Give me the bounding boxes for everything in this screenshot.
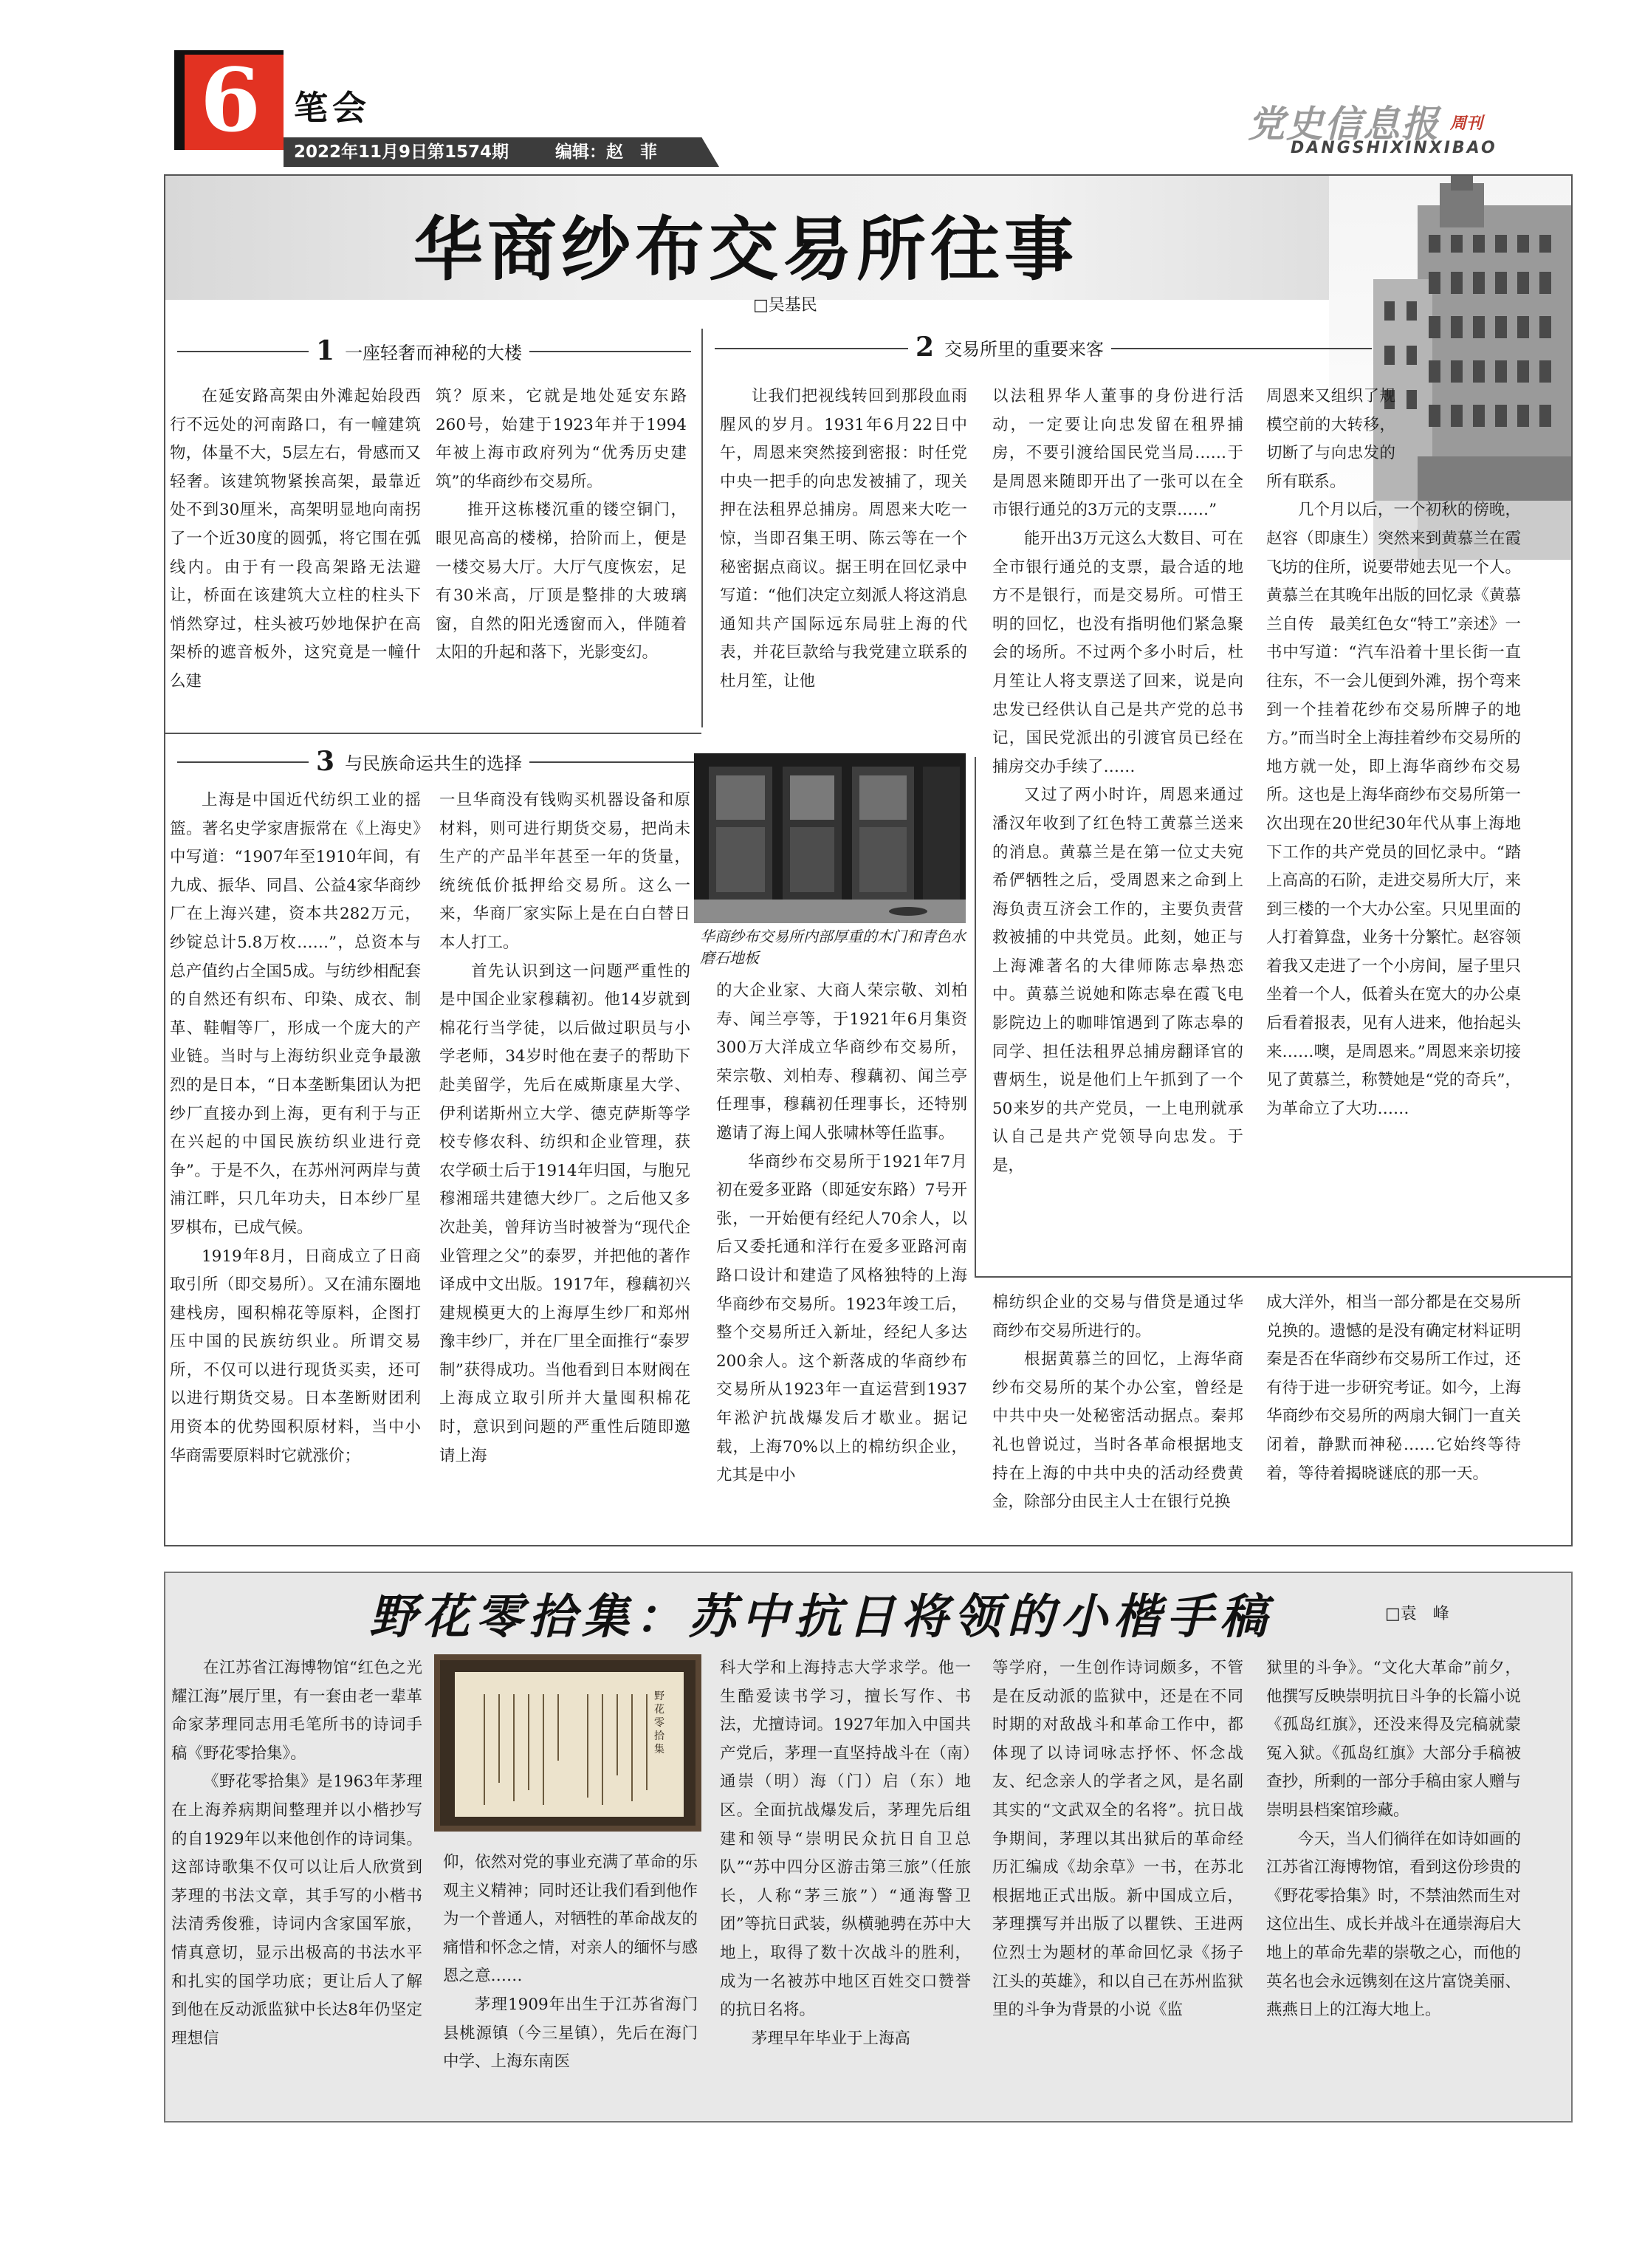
page-number: 6 [199,49,261,151]
paragraph: 等学府，一生创作诗词颇多，不管是在反动派的监狱中，还是在不同时期的对敌战斗和革命工作中，都体现了以诗词咏志抒怀、怀念战友、纪念亲人的学者之风，是名副其实的“文武双全的名将”。抗日战争期间，茅理以其出狱后的革命经历汇编成《劫余草》一书，在苏北根据地正式出版。新中国成立后，茅理撰写并出版了以瞿铁、王进两位烈士为题材的革命回忆录《扬子江头的英雄》，和以自己在苏州监狱里的斗争为背景的小说《监 [992,1659,1243,2020]
text-column [443,1849,698,2114]
brand-title: 党史信息报 [1248,103,1440,145]
image-spacer [1395,383,1521,467]
section-divider [165,733,701,734]
text-column [171,1654,422,2112]
paragraph: 在江苏省江海博物馆“红色之光耀江海”展厅里，有一套由老一辈革命家茅理同志用毛笔所书的诗词手稿《野花零拾集》。 [171,1659,422,1763]
paragraph: 根据黄慕兰的回忆，上海华商纱布交易所的某个办公室，曾经是中共中央一处秘密活动据点。秦邦礼也曾说过，当时各革命根据地支持在上海的中共中央的活动经费黄金，除部分由民主人士在银行兑换 [992,1350,1243,1512]
paragraph: 上海是中国近代纺织工业的摇篮。著名史学家唐振常在《上海史》中写道：“1907年至1910年间，有九成、振华、同昌、公益4家华商纱厂在上海兴建，资本共282万元，纱锭总计5.8万枚……”，总资本与总产值约占全国5成。与纺纱相配套的自然还有织布、印染、成衣、制革、鞋帽等厂，形成一个庞大的产业链。当时与上海纺织业竞争最激烈的是日本，“日本垄断集团认为把纱厂直接办到上海，更有利于与正在兴起的中国民族纺织业进行竞争”。于是不久，在苏州河两岸与黄浦江畔，只几年功夫，日本纱厂星罗棋布，已成气候。 [170,791,421,1237]
paragraph: 让我们把视线转回到那段血雨腥风的岁月。1931年6月22日中午，周恩来突然接到密报：时任党中央一把手的向忠发被捕了，现关押在法租界总捕房。周恩来大吃一惊，当即召集王明、陈云等在一个秘密据点商议。据王明在回忆录中写道：“他们决定立刻派人将这消息通知共产国际远东局驻上海的代表，并花巨款给与我党建立联系的杜月笙，让他 [720,387,967,691]
paragraph: 又过了两小时许，周恩来通过潘汉年收到了红色特工黄慕兰送来的消息。黄慕兰是在第一位丈夫宛希俨牺牲之后，受周恩来之命到上海负责互济会工作的，主要负责营救被捕的中共党员。此刻，她正与上海滩著名的大律师陈志皋热恋中。黄慕兰说她和陈志皋在霞飞电影院边上的咖啡馆遇到了陈志皋的同学、担任法租界总捕房翻译官的曹炳生，说是他们上午抓到了一个50来岁的共产党员，一上电刑就承认自己是共产党领导向忠发。于是， [992,786,1243,1176]
text-column [436,383,687,727]
paragraph: 几个月以后，一个初秋的傍晚，赵容（即康生）突然来到黄慕兰在霞飞坊的住所，说要带她去见一个人。黄慕兰在其晚年出版的回忆录《黄慕兰自传 最美红色女“特工”亲述》一书中写道：“汽车沿着十里长街一直往东，不一会儿便到外滩，拐个弯来到一个挂着花纱布交易所牌子的地方。”而当时全上海挂着纱布交易所的地方就一处，即上海华商纱布交易所。这也是上海华商纱布交易所第一次出现在20世纪30年代从事上海地下工作的共产党员的回忆录中。“踏上高高的石阶，走进交易所大厅，来到三楼的一个大办公室。只见里面的人打着算盘，业务十分繁忙。赵容领着我又走进了一个小房间，屋子里只坐着一个人，低着头在宽大的办公桌后看着报表，见有人进来，他抬起头来……噢，是周恩来。”周恩来亲切接见了黄慕兰，称赞她是“党的奇兵”，为革命立了大功…… [1266,501,1521,1118]
editor: 编辑：赵 菲 [555,143,657,162]
trading-hall-photo [694,753,966,923]
box-divider-h [975,1276,1571,1278]
paragraph: 《野花零拾集》是1963年茅理在上海养病期间整理并以小楷抄写的自1929年以来他创作的诗词集。这部诗歌集不仅可以让后人欣赏到茅理的书法文章，其手写的小楷书法清秀俊雅，诗词内含家国军旅，情真意切，显示出极高的书法水平和扎实的国学功底；更让后人了解到他在反动派监狱中长达8年仍坚定理想信 [171,1772,422,2048]
box-divider-v [975,757,976,1278]
paragraph: 以法租界华人董事的身份进行活动，一定要让向忠发留在租界捕房，不要引渡给国民党当局……于是周恩来随即开出了一张可以在全市银行通兑的3万元的支票……” [992,387,1243,520]
paragraph: 1919年8月，日商成立了日商取引所（即交易所）。又在浦东圈地建栈房，囤积棉花等原料，企图打压中国的民族纺织业。所谓交易所，不仅可以进行现货买卖，还可以进行期货交易。日本垄断财团利用资本的优势囤积原材料，当中小华商需要原料时它就涨价； [170,1247,421,1465]
section-heading-1 [309,335,529,366]
text-column [992,383,1243,1265]
section-title: 一座轻奢而神秘的大楼 [345,342,523,363]
brand-english: DANGSHIXINXIBAO [1291,139,1497,157]
text-column [170,787,421,1544]
brand-tag: 周刊 [1450,114,1483,133]
paragraph: 周恩来又组织了规模空前的大转移，切断了与向忠发的所有联系。 [1266,387,1395,491]
text-column [1266,383,1521,1265]
text-column [716,977,967,1544]
text-column [720,1654,971,2112]
text-column [1266,1289,1521,1544]
paragraph: 筑？原来，它就是地处延安东路260号，始建于1923年并于1994年被上海市政府列为“优秀历史建筑”的华商纱布交易所。 [436,387,687,491]
paragraph: 华商纱布交易所于1921年7月初在爱多亚路（即延安东路）7号开张，一开始便有经纪人70余人，以后又委托通和洋行在爱多亚路河南路口设计和建造了风格独特的上海华商纱布交易所。1923年竣工后，整个交易所迁入新址，经纪人多达200余人。这个新落成的华商纱布交易所从1923年一直运营到1937年淞沪抗战爆发后才歇业。据记载，上海70%以上的棉纺织企业，尤其是中小 [716,1152,967,1485]
paragraph: 茅理1909年出生于江苏省海门县桃源镇（今三星镇），先后在海门中学、上海东南医 [443,1995,698,2072]
section-number: 1 [316,335,335,366]
section-title: 交易所里的重要来客 [944,338,1105,360]
section-title: 笔会 [294,88,371,128]
section-heading-3 [309,748,529,775]
paragraph: 首先认识到这一问题严重性的是中国企业家穆藕初。他14岁就到棉花行当学徒，以后做过职员与小学老师，34岁时他在妻子的帮助下赴美留学，先后在威斯康星大学、伊利诺斯州立大学、德克萨斯等学校专修农科、纺织和企业管理，获农学硕士后于1914年归国，与胞兄穆湘瑶共建德大纱厂。之后他又多次赴美，曾拜访当时被誉为“现代企业管理之父”的泰罗，并把他的著作译成中文出版。1917年，穆藕初兴建规模更大的上海厚生纱厂和郑州豫丰纱厂，并在厂里全面推行“泰罗制”获得成功。当他看到日本财阀在上海成立取引所并大量囤积棉花时，意识到问题的严重性后随即邀请上海 [439,962,690,1465]
paragraph: 在延安路高架由外滩起始段西行不远处的河南路口，有一幢建筑物，体量不大，5层左右，骨感而又轻奢。该建筑物紧挨高架，最靠近处不到30厘米，高架明显地向南拐了一个近30度的圆弧，将它围在弧线内。由于有一段高架路无法避让，桥面在该建筑大立柱的柱头下悄然穿过，柱头被巧妙地保护在高架桥的遮音板外，这究竟是一幢什么建 [170,387,421,691]
article-author: □吴基民 [753,296,817,315]
section-number: 2 [916,332,935,363]
paragraph: 能开出3万元这么大数目、可在全市银行通兑的支票，最合适的地方不是银行，而是交易所。可惜王明的回忆，也没有指明他们紧急聚会的场所。不过两个多小时后，杜月笙让人将支票送了回来，说是向忠发已经供认自己是共产党的总书记，国民党派出的引渡官员已经在捕房交办手续了…… [992,529,1243,776]
issue-date: 2022年11月9日第1574期 [294,143,509,162]
article-title: 野花零拾集：苏中抗日将领的小楷手稿 [369,1589,1273,1645]
paragraph: 一旦华商没有钱购买机器设备和原材料，则可进行期货交易，把尚未生产的产品半年甚至一年的货量，统统低价抵押给交易所。这么一来，华商厂家实际上是在白白替日本人打工。 [439,791,690,952]
text-column [1266,1654,1521,2112]
photo-caption: 华商纱布交易所内部厚重的木门和青色水磨石地板 [700,928,966,967]
paragraph: 狱里的斗争》。“文化大革命”前夕，他撰写反映崇明抗日斗争的长篇小说《孤岛红旗》，还没来得及完稿就蒙冤入狱。《孤岛红旗》大部分手稿被查抄，所剩的一部分手稿由家人赠与崇明县档案馆珍藏。 [1266,1659,1521,1820]
article-author: □袁 峰 [1385,1605,1449,1623]
paragraph: 茅理早年毕业于上海高 [752,2029,911,2048]
text-column [170,383,421,727]
section-heading-2 [908,332,1111,363]
paragraph: 的大企业家、大商人荣宗敬、刘柏寿、闻兰亭等，于1921年6月集资300万大洋成立华商纱布交易所，荣宗敬、刘柏寿、穆藕初、闻兰亭任理事，穆藕初任理事长，还特别邀请了海上闻人张啸林等任监事。 [716,981,967,1142]
text-column [992,1654,1243,2112]
paragraph: 科大学和上海持志大学求学。他一生酷爱读书学习，擅长写作、书法，尤擅诗词。1927年加入中国共产党后，茅理一直坚持战斗在（南）通崇（明）海（门）启（东）地区。全面抗战爆发后，茅理先后组建和领导“崇明民众抗日自卫总队”“苏中四分区游击第三旅”（任旅长，人称“茅三旅”）“通海警卫团”等抗日武装，纵横驰骋在苏中大地上，取得了数十次战斗的胜利，成为一名被苏中地区百姓交口赞誉的抗日名将。 [720,1659,971,2020]
paragraph: 成大洋外，相当一部分都是在交易所兑换的。遗憾的是没有确定材料证明秦是否在华商纱布交易所工作过，还有待于进一步研究考证。如今，上海华商纱布交易所的两扇大铜门一直关闭着，静默而神秘……它始终等待着，等待着揭晓谜底的那一天。 [1266,1293,1521,1483]
text-column [439,787,690,1544]
manuscript-label: 野花零拾集 [654,1690,664,1755]
section-number: 3 [316,746,335,777]
paragraph: 推开这栋楼沉重的镂空铜门，眼见高高的楼梯，拾阶而上，便是一楼交易大厅。大厅气度恢宏，足有30米高，厅顶是整排的大玻璃窗，自然的阳光透窗而入，伴随着太阳的升起和落下，光影变幻。 [436,501,687,662]
calligraphy-lines [455,1672,684,1817]
paragraph: 仰，依然对党的事业充满了革命的乐观主义精神；同时还让我们看到他作为一个普通人，对牺牲的革命战友的痛惜和怀念之情，对亲人的缅怀与感恩之意…… [443,1853,698,1986]
manuscript-photo [434,1654,701,1832]
text-column [992,1289,1243,1544]
paragraph: 棉纺织企业的交易与借贷是通过华商纱布交易所进行的。 [992,1293,1243,1340]
article-title: 华商纱布交易所往事 [413,210,1079,290]
column-divider [701,329,703,727]
paragraph: 今天，当人们徜徉在如诗如画的江苏省江海博物馆，看到这份珍贵的《野花零拾集》时，不禁油然而生对这位出生、成长并战斗在通崇海启大地上的革命先辈的崇敬之心，而他的英名也会永远镌刻在这片富饶美丽、燕燕日上的江海大地上。 [1266,1829,1521,2020]
text-column [720,383,967,727]
section-title: 与民族命运共生的选择 [345,753,523,774]
